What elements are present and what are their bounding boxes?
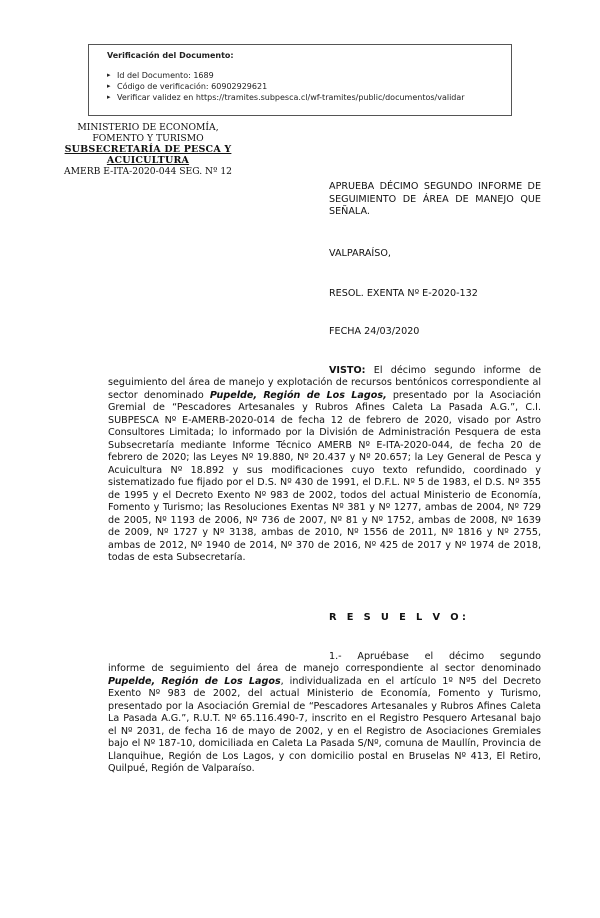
visto-label: VISTO:	[329, 365, 366, 376]
verification-item-id: ▸ Id del Documento: 1689	[107, 70, 511, 81]
verification-item-url[interactable]: ▸ Verificar validez en https://tramites.subpesca.cl/wf-tramites/public/documentos/validar	[107, 92, 511, 103]
visto-first-text: El décimo segundo informe de	[373, 365, 541, 376]
resolution-subject: APRUEBA DÉCIMO SEGUNDO INFORME DE SEGUIMIENTO DE ÁREA DE MANEJO QUE SEÑALA.	[329, 181, 541, 217]
article1-sector: Pupelde, Región de Los Lagos	[108, 675, 281, 687]
ministry-header	[24, 122, 272, 177]
verification-box	[88, 44, 512, 116]
article1-body	[108, 663, 541, 776]
verification-list	[107, 70, 511, 103]
ministry-line1: MINISTERIO DE ECONOMÍA,	[77, 122, 219, 133]
article1-text-b: , individualizada en el artículo 1º Nº5 del Decreto Exento Nº 983 de 2002, del actual Ministerio de Economía, Fomento y Turismo, presentado por la Asociación Gremial de “Pescadores Artesanales y Rubros Afines Caleta La Pasada A.G.”, R.U.T. Nº 65.116.490-7, inscrito en el Registro Pesquero Artesanal bajo el Nº 2031, de fecha 16 de mayo de 2002, y en el Registro de Asociaciones Gremiales bajo el Nº 187-10, domiciliada en Caleta La Pasada S/Nº, comuna de Maullín, Provincia de Llanquihue, Región de Los Lagos, y con domicilio postal en Bruselas Nº 413, El Retiro, Quilpué, Región de Valparaíso.	[108, 675, 541, 774]
visto-text-b: presentado por la Asociación Gremial de “Pescadores Artesanales y Rubros Afines Caleta La Pasada A.G.”, C.I. SUBPESCA Nº E-AMERB-2020-014 de fecha 12 de febrero de 2020, visado por Astro Consultores Limitada; lo informado por la División de Administración Pesquera de esta Subsecretaría mediante Informe Técnico AMERB Nº E-ITA-2020-044, de fecha 20 de febrero de 2020; las Leyes Nº 19.880, Nº 20.437 y Nº 20.657; la Ley General de Pesca y Acuicultura Nº 18.892 y sus modificaciones cuyo texto refundido, coordinado y sistematizado fue fijado por el D.S. Nº 430 de 1991, el D.F.L. Nº 5 de 1983, el D.S. Nº 355 de 1995 y el Decreto Exento Nº 983 de 2002, todos del actual Ministerio de Economía, Fomento y Turismo; las Resoluciones Exentas Nº 381 y Nº 1277, ambas de 2004, Nº 729 de 2005, Nº 1193 de 2006, Nº 736 de 2007, Nº 81 y Nº 1752, ambas de 2008, Nº 1639 de 2009, Nº 1727 y Nº 3138, ambas de 2010, Nº 1556 de 2011, Nº 1816 y Nº 2755, ambas de 2012, Nº 1940 de 2014, Nº 370 de 2016, Nº 425 de 2017 y Nº 1974 de 2018, todas de esta Subsecretaría.	[108, 389, 541, 563]
ministry-line2: FOMENTO Y TURISMO	[92, 133, 204, 144]
visto-text-a: seguimiento del área de manejo y explotación de recursos bentónicos correspondiente al sector denominado	[108, 377, 541, 401]
article1-text-a: informe de seguimiento del área de manejo correspondiente al sector denominado	[108, 663, 541, 674]
visto-body	[108, 377, 541, 565]
resolution-date: FECHA 24/03/2020	[329, 326, 420, 337]
verification-item-code: ▸ Código de verificación: 60902929621	[107, 81, 511, 92]
visto-sector: Pupelde, Región de Los Lagos,	[209, 389, 387, 401]
resuelvo-heading: R E S U E L V O:	[329, 612, 470, 623]
place: VALPARAÍSO,	[329, 248, 391, 259]
article1-first-line: 1.- Apruébase el décimo segundo	[329, 651, 541, 662]
subsecretaria-name: SUBSECRETARÍA DE PESCA Y ACUICULTURA	[64, 144, 232, 166]
resolution-number: RESOL. EXENTA Nº E-2020-132	[329, 288, 478, 299]
visto-first-line	[329, 365, 541, 378]
reference-code: AMERB E-ITA-2020-044 SEG. Nº 12	[63, 166, 233, 177]
verification-title: Verificación del Documento:	[107, 51, 234, 60]
